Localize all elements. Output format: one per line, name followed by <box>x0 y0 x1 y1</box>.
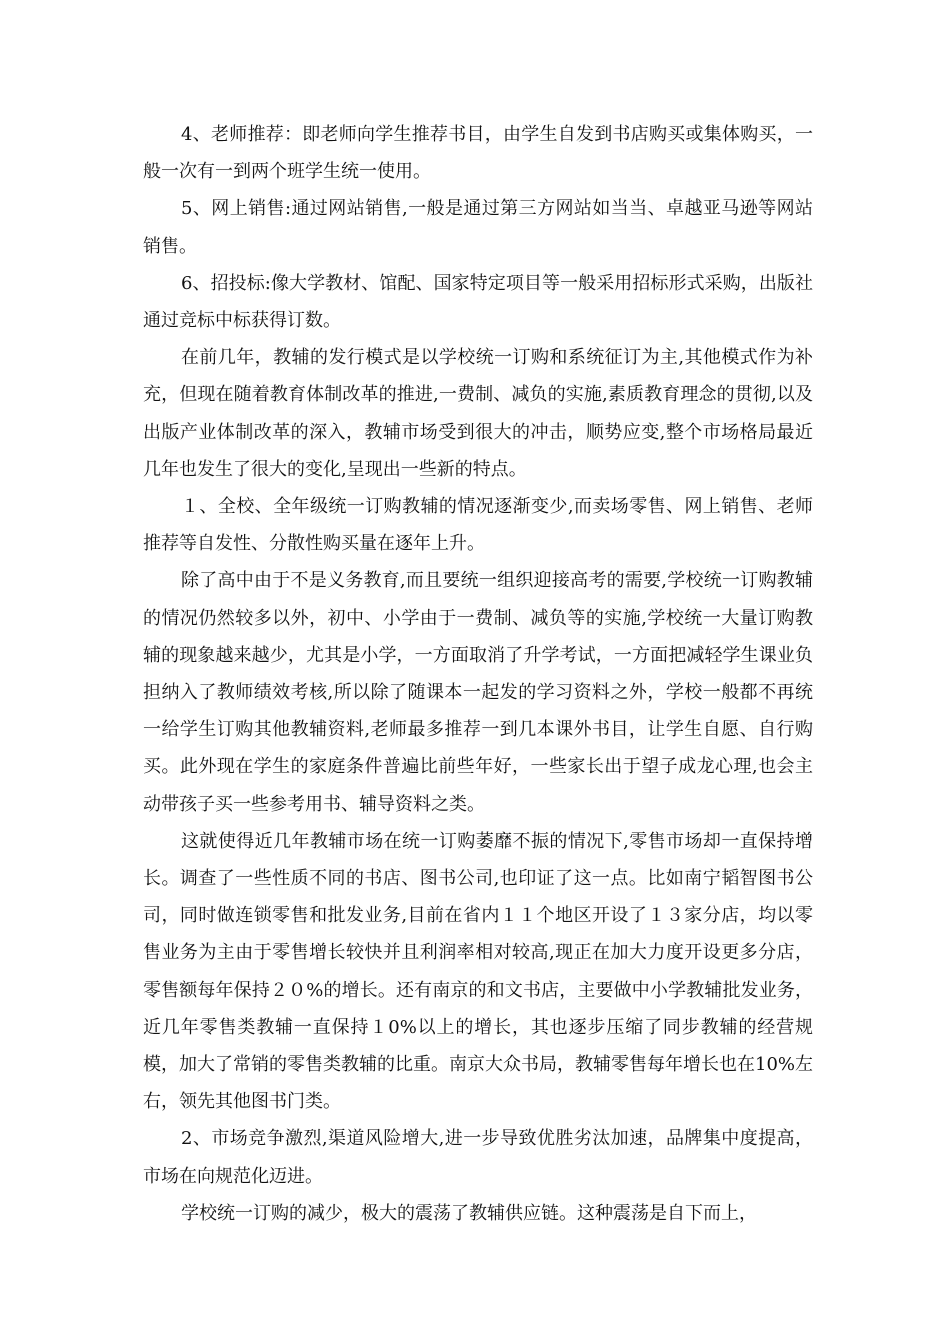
paragraph-bidding: 6、招投标:像大学教材、馆配、国家特定项目等一般采用招标形式采购，出版社通过竞标中标获得订数。 <box>143 272 813 332</box>
paragraph-supply-chain: 学校统一订购的减少，极大的震荡了教辅供应链。这种震荡是自下而上， <box>181 1202 757 1224</box>
paragraph-online-sales: 5、网上销售:通过网站销售,一般是通过第三方网站如当当、卓越亚马逊等网站销售。 <box>143 198 813 257</box>
paragraph-point-one: １、全校、全年级统一订购教辅的情况逐渐变少,而卖场零售、网上销售、老师推荐等自发性、分散性购买量在逐年上升。 <box>143 496 813 555</box>
paragraph-school-ordering: 除了高中由于不是义务教育,而且要统一组织迎接高考的需要,学校统一订购教辅的情况仍然较多以外，初中、小学由于一费制、减负等的实施,学校统一大量订购教辅的现象越来越少，尤其是小学，一方面取消了升学考试，一方面把减轻学生课业负担纳入了教师绩效考核,所以除了随课本一起发的学习资料之外，学校一般都不再统一给学生订购其他教辅资料,老师最多推荐一到几本课外书目，让学生自愿、自行购买。此外现在学生的家庭条件普遍比前些年好，一些家长出于望子成龙心理,也会主动带孩子买一些参考用书、辅导资料之类。 <box>143 570 813 815</box>
paragraph-point-two: 2、市场竞争激烈,渠道风险增大,进一步导致优胜劣汰加速，品牌集中度提高，市场在向规范化迈进。 <box>143 1128 813 1187</box>
paragraph-distribution-models: 在前几年，教辅的发行模式是以学校统一订购和系统征订为主,其他模式作为补充，但现在随着教育体制改革的推进,一费制、减负的实施,素质教育理念的贯彻,以及出版产业体制改革的深入，教辅市场受到很大的冲击，顺势应变,整个市场格局最近几年也发生了很大的变化,呈现出一些新的特点。 <box>143 347 813 480</box>
paragraph-teacher-recommendation: 4、老师推荐：即老师向学生推荐书目，由学生自发到书店购买或集体购买，一般一次有一到两个班学生统一使用。 <box>143 124 813 183</box>
paragraph-retail-growth: 这就使得近几年教辅市场在统一订购萎靡不振的情况下,零售市场却一直保持增长。调查了一些性质不同的书店、图书公司,也印证了这一点。比如南宁韬智图书公司，同时做连锁零售和批发业务,目前在省内１１个地区开设了１３家分店，均以零售业务为主由于零售增长较快并且利润率相对较高,现正在加大力度开设更多分店，零售额每年保持２０%的增长。还有南京的和文书店，主要做中小学教辅批发业务，近几年零售类教辅一直保持１0%以上的增长，其也逐步压缩了同步教辅的经营规模，加大了常销的零售类教辅的比重。南京大众书局，教辅零售每年增长也在10%左右，领先其他图书门类。 <box>143 830 814 1113</box>
document-body <box>143 116 813 1232</box>
